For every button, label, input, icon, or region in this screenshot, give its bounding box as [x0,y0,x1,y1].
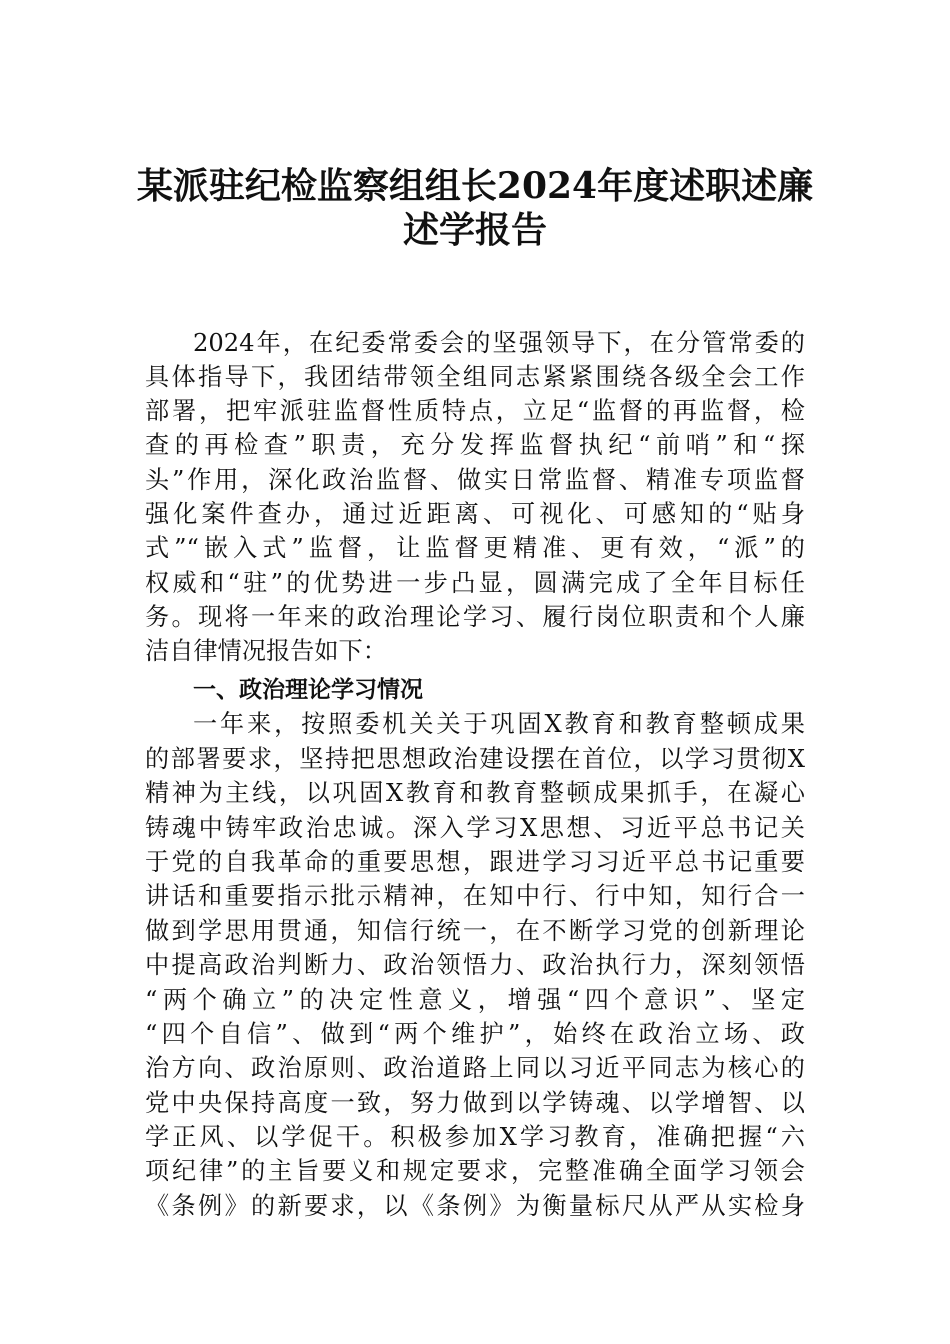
paragraph-line: 讲话和重要指示批示精神，在知中行、行中知，知行合一 [145,882,805,910]
paragraph-line: 的部署要求，坚持把思想政治建设摆在首位，以学习贯彻X [145,745,805,773]
paragraph-line: “四个自信”、做到“两个维护”，始终在政治立场、政 [145,1020,805,1048]
paragraph-line: 权威和“驻”的优势进一步凸显，圆满完成了全年目标任 [145,569,805,597]
paragraph-line: 式”“嵌入式”监督，让监督更精准、更有效，“派”的 [145,534,805,562]
document-title-line-1: 某派驻纪检监察组组长2024年度述职述廉 [136,165,814,207]
paragraph-line: 党中央保持高度一致，努力做到以学铸魂、以学增智、以 [145,1089,805,1117]
section-heading: 一、政治理论学习情况 [193,677,423,703]
paragraph-line: 做到学思用贯通，知信行统一，在不断学习党的创新理论 [145,917,805,945]
paragraph-line: 2024年，在纪委常委会的坚强领导下，在分管常委的 [193,329,805,357]
paragraph-line: 洁自律情况报告如下： [145,637,387,665]
paragraph-line: 于党的自我革命的重要思想，跟进学习习近平总书记重要 [145,848,805,876]
paragraph-line: 学正风、以学促干。积极参加X学习教育，准确把握“六 [145,1123,805,1151]
paragraph-line: 一年来，按照委机关关于巩固X教育和教育整顿成果 [193,710,805,738]
paragraph-line: 精神为主线，以巩固X教育和教育整顿成果抓手，在凝心 [145,779,805,807]
paragraph-line: 查的再检查”职责，充分发挥监督执纪“前哨”和“探 [145,431,805,459]
paragraph-line: 头”作用，深化政治监督、做实日常监督、精准专项监督 [145,466,805,494]
document-title-line-2: 述学报告 [402,209,547,251]
paragraph-line: 具体指导下，我团结带领全组同志紧紧围绕各级全会工作 [145,363,805,391]
paragraph-line: 铸魂中铸牢政治忠诚。深入学习X思想、习近平总书记关 [145,814,805,842]
paragraph-line: 务。现将一年来的政治理论学习、履行岗位职责和个人廉 [145,603,805,631]
paragraph-line: 强化案件查办，通过近距离、可视化、可感知的“贴身 [145,500,805,528]
paragraph-line: 中提高政治判断力、政治领悟力、政治执行力，深刻领悟 [145,951,805,979]
paragraph-line: 《条例》的新要求，以《条例》为衡量标尺从严从实检身 [145,1192,805,1220]
paragraph-line: 部署，把牢派驻监督性质特点，立足“监督的再监督，检 [145,397,805,425]
paragraph-line: 治方向、政治原则、政治道路上同以习近平同志为核心的 [145,1054,805,1082]
paragraph-line: “两个确立”的决定性意义，增强“四个意识”、坚定 [145,986,805,1014]
paragraph-line: 项纪律”的主旨要义和规定要求，完整准确全面学习领会 [145,1157,805,1185]
